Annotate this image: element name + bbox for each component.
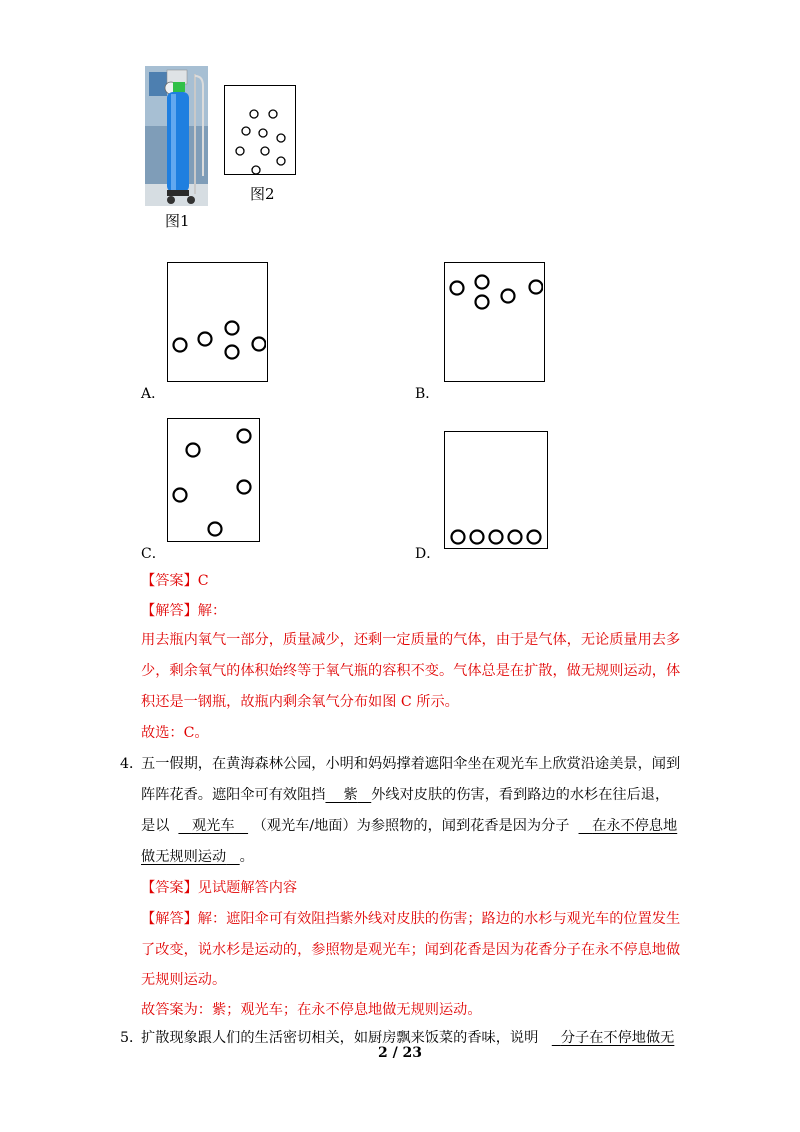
option-b-diagram bbox=[444, 262, 545, 382]
answer-tag: 【答案】 bbox=[141, 573, 198, 589]
q4-text: 外线对皮肤的伤害，看到路边的水杉在往后退， bbox=[371, 787, 670, 803]
q3-analysis-line: 积还是一钢瓶，故瓶内剩余氧气分布如图 C 所示。 bbox=[141, 694, 459, 710]
option-d-label: D． bbox=[415, 546, 441, 562]
q4-blank-2: 观光车 bbox=[191, 818, 235, 834]
option-a-label: A． bbox=[141, 386, 166, 402]
q4-line bbox=[141, 812, 677, 840]
q5-number: 5． bbox=[120, 1030, 144, 1046]
q4-number: 4． bbox=[120, 756, 144, 772]
q4-text: 阵阵花香。遮阳伞可有效阻挡 bbox=[141, 787, 326, 803]
q4-text: 是以 bbox=[141, 818, 170, 834]
option-c-diagram bbox=[167, 418, 260, 542]
q3-analysis-line: 少，剩余氧气的体积始终等于氧气瓶的容积不变。气体总是在扩散，做无规则运动，体 bbox=[141, 663, 681, 679]
q4-line bbox=[141, 843, 254, 871]
answer-value: C bbox=[197, 573, 209, 589]
q4-text: 。 bbox=[239, 849, 254, 865]
analysis-tag: 【解答】 bbox=[141, 911, 198, 927]
q4-final-answer: 故答案为：紫；观光车；在永不停息地做无规则运动。 bbox=[141, 1002, 482, 1018]
q4-answer bbox=[141, 874, 297, 902]
q3-answer bbox=[141, 567, 209, 595]
q4-line: 五一假期，在黄海森林公园，小明和妈妈撑着遮阳伞坐在观光车上欣赏沿途美景，闻到 bbox=[141, 756, 681, 772]
q4-blank-3a: 在永不停息地 bbox=[592, 818, 678, 834]
q4-analysis-line: 无规则运动。 bbox=[141, 972, 227, 988]
q3-analysis-heading bbox=[141, 597, 226, 625]
figure-2-label: 图2 bbox=[250, 185, 275, 203]
figure-1-label: 图1 bbox=[165, 212, 190, 230]
q4-blank-1: 紫 bbox=[343, 787, 358, 803]
analysis-tag: 【解答】 bbox=[141, 603, 198, 619]
answer-value: 见试题解答内容 bbox=[197, 880, 298, 896]
oxygen-cylinder-photo bbox=[145, 66, 208, 206]
option-d-diagram bbox=[444, 431, 548, 549]
q5-blank-1: 分子在不停地做无 bbox=[560, 1030, 675, 1046]
page-number: 2 / 23 bbox=[377, 1045, 423, 1061]
q4-blank-3b: 做无规则运动 bbox=[141, 849, 227, 865]
figure-2-box bbox=[224, 85, 296, 175]
q4-text: （观光车/地面）为参照物的，闻到花香是因为分子 bbox=[252, 818, 570, 834]
option-c-label: C． bbox=[141, 546, 166, 562]
q4-analysis-line: 【解答】解：遮阳伞可有效阻挡紫外线对皮肤的伤害；路边的水杉与观光车的位置发生 bbox=[141, 911, 681, 927]
q3-choice: 故选：C。 bbox=[141, 725, 209, 741]
option-a-diagram bbox=[167, 262, 268, 382]
q4-line bbox=[141, 781, 669, 809]
option-b-label: B． bbox=[415, 386, 440, 402]
analysis-lead: 解： bbox=[197, 603, 227, 619]
q5-text: 扩散现象跟人们的生活密切相关，如厨房飘来饭菜的香味，说明 bbox=[141, 1030, 539, 1046]
answer-tag: 【答案】 bbox=[141, 880, 198, 896]
q4-analysis-line: 了改变，说水杉是运动的，参照物是观光车；闻到花香是因为花香分子在永不停息地做 bbox=[141, 942, 681, 958]
q3-analysis-line: 用去瓶内氧气一部分，质量减少，还剩一定质量的气体，由于是气体，无论质量用去多 bbox=[141, 632, 681, 648]
